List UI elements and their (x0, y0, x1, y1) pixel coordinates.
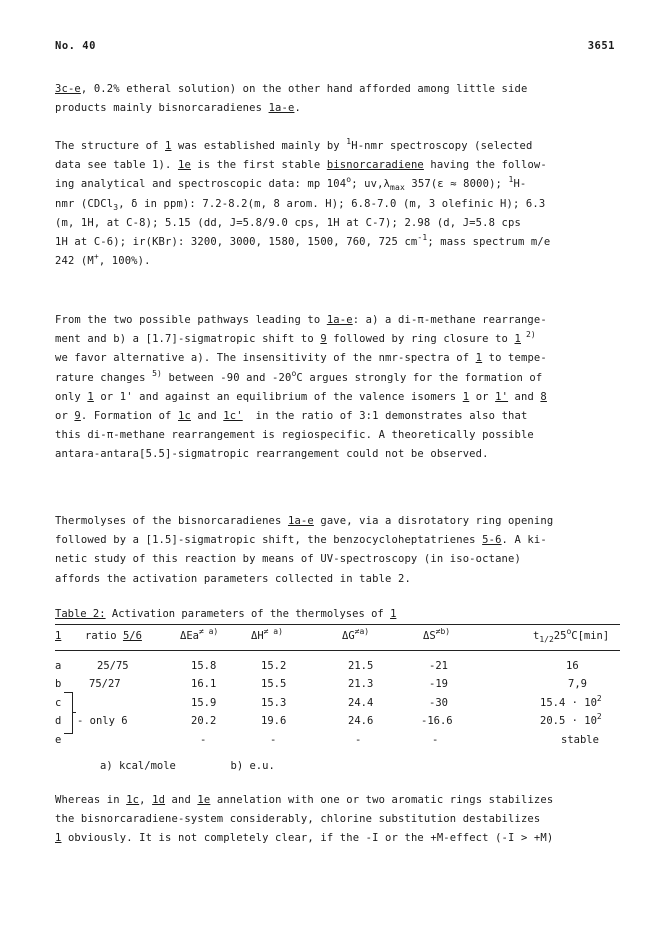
footnote-b: b) e.u. (230, 760, 275, 772)
table-row: a 25/75 15.8 15.2 21.5 -21 16 (55, 660, 579, 672)
paragraph-continuation: 3c-e, 0.2% etheral solution) on the other hand afforded among little side products mainly bisnorcaradienes 1a-e. (55, 83, 528, 115)
bracket-cde-tick (72, 712, 76, 713)
table-row: b 75/27 16.1 15.5 21.3 -19 7,9 (55, 678, 587, 690)
footnote-a: a) kcal/mole (100, 760, 176, 772)
table-header-row: 1 ratio 5/6 ΔEa$^{\ne a)}$ $\Delta H^{\ne a)}$ $\Delta G^{\ne a)}$ $\Delta S^{\ne b)}$ $t_{1/2}25^oC[\min]$ (55, 627, 610, 644)
table-header-rule (55, 650, 620, 651)
table-row: e - - - - stable (55, 734, 599, 746)
paragraph-annelation: Whereas in 1c, 1d and 1e annelation with one or two aromatic rings stabilizes the bisnorcaradiene-system considerably, chlorine substitution destabilizes 1 obviously. It is not completely clear, if the -I or the +M-effect (-I > +M) (55, 794, 554, 845)
table-title: Table 2: Activation parameters of the thermolyses of 1 (55, 608, 397, 620)
table-top-rule (55, 624, 620, 625)
paragraph-structure-nmr: The structure of 1 was established mainly by $^1$H-nmr spectroscopy (selected data see table 1). 1e is the first stable bisnorcaradiene having the follow- ing analytical and spectroscopic data: mp 104$^o$; $uv,\lambda_{max}$ 357(ε ≈ 8000); $^1$H- nmr (CDCl$_3$, δ in ppm): 7.2-8.2(m, 8 arom. H); 6.8-7.0 (m, 3 olefinic H); 6.3 (m, 1H, at C-8); 5.15 (dd, J=5.8/9.0 cps, 1H at C-7); 2.98 (d, J=5.8 cps 1H at C-6); ir(KBr): 3200, 3000, 1580, 1500, 760, 725 $cm^{-1}$; mass spectrum m/e 242 (M+, 100%). (55, 137, 551, 268)
table-row: d - only 6 20.2 19.6 24.6 -16.6 $20.5 \cdot 10^2$ (55, 712, 602, 727)
table-row: c 15.9 15.3 24.4 -30 $15.4 \cdot 10^2$ (55, 694, 602, 709)
paragraph-thermolyses: Thermolyses of the bisnorcaradienes 1a-e gave, via a disrotatory ring opening followed by a [1.5]-sigmatropic shift, the benzocycloheptatrienes 5-6. A ki- netic study of this reaction by means of UV-spectroscopy (in iso-octane) affords the activation parameters collected in table 2. (55, 515, 554, 585)
paragraph-mechanism: From the two possible pathways leading to 1a-e: a) a di-π-methane rearrange- ment and b) a [1.7]-sigmatropic shift to 9 followed by ring closure to 1 $^{2)}$ we favor alternative a). The insensitivity of the nmr-spectra of 1 to tempe- rature changes $^{5)}$ between -90 and -20$^o$C argues strongly for the formation of only 1 or 1' and against an equilibrium of the valence isomers 1 or 1' and 8 or 9. Formation of 1c and 1c' in the ratio of 3:1 demonstrates also that this di-π-methane rearrangement is regiospecific. A theoretically possible antara-antara[5.5]-sigmatropic rearrangement could not be observed. (55, 314, 547, 461)
table-footnotes (100, 760, 275, 772)
page-number: 3651 (587, 40, 615, 52)
journal-issue-number: No. 40 (55, 40, 96, 52)
